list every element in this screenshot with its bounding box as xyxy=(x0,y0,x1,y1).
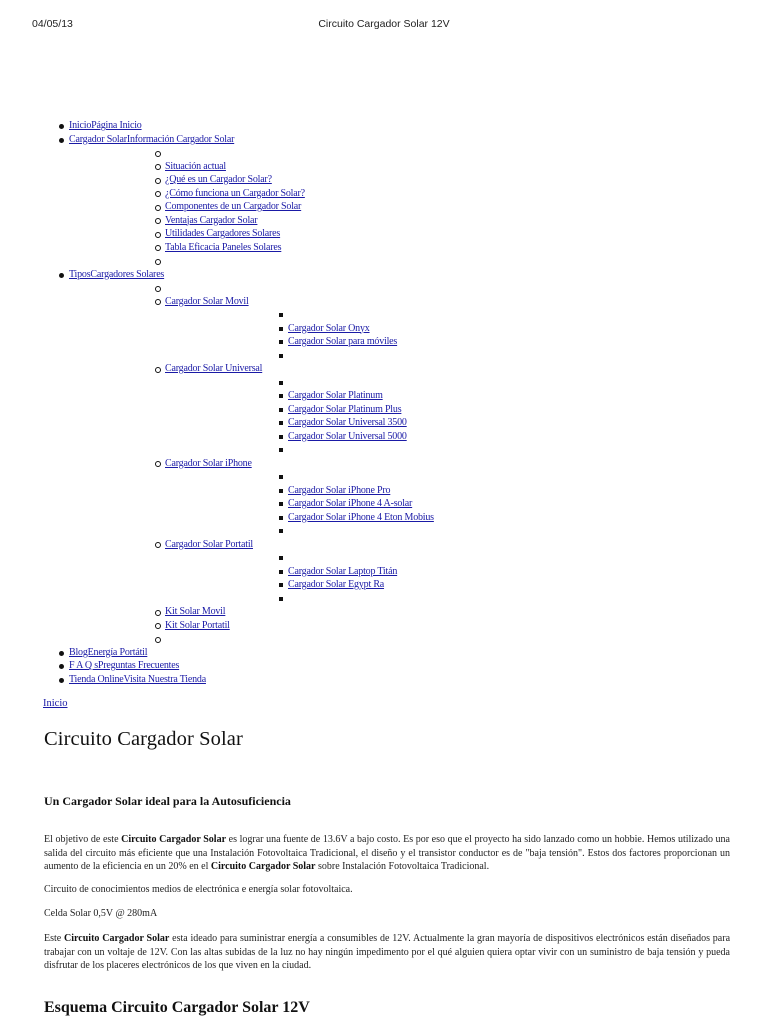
nav-empty-item xyxy=(69,281,768,295)
breadcrumb-link-inicio[interactable]: Inicio xyxy=(43,698,68,709)
nav-link-tipos[interactable]: TiposCargadores Solares xyxy=(69,268,165,280)
nav-subitem xyxy=(69,241,768,255)
nav-subsubitem xyxy=(165,322,768,336)
nav-link-portatil[interactable]: Cargador Solar Portatil xyxy=(165,538,253,550)
nav-link-egypt-ra[interactable]: Cargador Solar Egypt Ra xyxy=(288,579,385,590)
nav-item-blog xyxy=(0,646,768,660)
nav-link-iphone-4-eton[interactable]: Cargador Solar iPhone 4 Eton Mobius xyxy=(288,511,434,523)
nav-link-iphone-pro[interactable]: Cargador Solar iPhone Pro xyxy=(288,484,391,496)
nav-subitem-portatil xyxy=(69,538,768,606)
nav-subitem-movil xyxy=(69,295,768,363)
nav-link-kit-movil[interactable]: Kit Solar Movil xyxy=(165,606,226,617)
nav-subitem xyxy=(69,214,768,228)
text-run: Este xyxy=(44,933,65,944)
page-title: Circuito Cargador Solar xyxy=(44,728,243,750)
nav-subitem xyxy=(69,173,768,187)
nav-link-universal[interactable]: Cargador Solar Universal xyxy=(165,363,263,374)
nav-link-iphone[interactable]: Cargador Solar iPhone xyxy=(165,457,252,469)
text-run: esta ideado para suministrar energía a consumibles de 12V. Actualmente la gran mayoría de dispositivos electrónicos están diseñados para trabajar con un voltaje de 12V. Con las altas subidas de la luz no hay ningún impedimento por el qué alguien quiera optar vivir con un suministro de baja tensión y pueda disfrutar de los placeres electrónicos de los que viven en la ciudad. xyxy=(44,933,731,971)
nav-link-para-moviles[interactable]: Cargador Solar para móviles xyxy=(288,336,398,347)
nav-subsubitem xyxy=(165,430,768,444)
nav-empty-item xyxy=(69,254,768,268)
nav-link-tienda[interactable]: Tienda OnlineVisita Nuestra Tienda xyxy=(69,673,206,685)
nav-link-como-funciona[interactable]: ¿Cómo funciona un Cargador Solar? xyxy=(165,187,305,199)
bold-keyword: Circuito Cargador Solar xyxy=(121,834,227,845)
text-run: El objetivo de este xyxy=(44,834,122,845)
nav-link-kit-portatil[interactable]: Kit Solar Portatil xyxy=(165,619,230,631)
nav-submenu-info xyxy=(69,146,768,268)
nav-link-faq[interactable]: F A Q sPreguntas Frecuentes xyxy=(69,660,180,671)
breadcrumb xyxy=(43,698,68,709)
nav-empty-item xyxy=(165,376,768,390)
bold-keyword: Circuito Cargador Solar xyxy=(64,933,170,944)
nav-subitem xyxy=(69,160,768,174)
nav-empty-item xyxy=(165,443,768,457)
print-date: 04/05/13 xyxy=(32,18,73,30)
text-run: es lograr una fuente de 13.6V a bajo costo. Es por eso que el proyecto ha sido lanzado como un hobbie. Hemos utilizado una salida del circuito más eficiente que una Instalación Fotovoltaica Tradicional, el diseño y el transistor conductor es de "baja tensión". Estos dos factores proporcionan un aumento de la eficiencia en un 20% en el xyxy=(44,834,730,872)
article-subtitle: Un Cargador Solar ideal para la Autosuficiencia xyxy=(44,794,291,808)
nav-link-cargador-solar[interactable]: Cargador SolarInformación Cargador Solar xyxy=(69,133,235,145)
nav-empty-item xyxy=(69,632,768,646)
nav-item-inicio xyxy=(0,119,768,133)
nav-link-utilidades[interactable]: Utilidades Cargadores Solares xyxy=(165,228,281,239)
nav-subsubitem xyxy=(165,497,768,511)
nav-item-faq xyxy=(0,659,768,673)
nav-link-inicio[interactable]: InicioPágina Inicio xyxy=(69,120,142,131)
nav-subsubitem xyxy=(165,565,768,579)
nav-empty-item xyxy=(165,308,768,322)
nav-link-componentes[interactable]: Componentes de un Cargador Solar xyxy=(165,201,302,212)
nav-subsubitem xyxy=(165,511,768,525)
print-title: Circuito Cargador Solar 12V xyxy=(318,18,450,30)
nav-subsubitem xyxy=(165,416,768,430)
nav-subsubitem xyxy=(165,335,768,349)
nav-submenu-iphone xyxy=(165,470,768,538)
description-paragraph xyxy=(44,932,730,973)
nav-empty-item xyxy=(69,146,768,160)
nav-subitem xyxy=(69,227,768,241)
nav-subitem-iphone xyxy=(69,457,768,538)
nav-link-ventajas[interactable]: Ventajas Cargador Solar xyxy=(165,214,258,226)
nav-link-iphone-4-asolar[interactable]: Cargador Solar iPhone 4 A-solar xyxy=(288,498,413,509)
nav-link-laptop-titan[interactable]: Cargador Solar Laptop Titán xyxy=(288,565,398,577)
print-header xyxy=(0,18,768,32)
knowledge-paragraph: Circuito de conocimientos medios de electrónica e energía solar fotovoltaica. xyxy=(44,884,353,895)
nav-subsubitem xyxy=(165,389,768,403)
bold-keyword: Circuito Cargador Solar xyxy=(210,861,316,872)
nav-link-universal-3500[interactable]: Cargador Solar Universal 3500 xyxy=(288,417,407,428)
nav-link-tabla-eficacia[interactable]: Tabla Eficacia Paneles Solares xyxy=(165,241,282,253)
nav-empty-item xyxy=(165,592,768,606)
nav-subitem xyxy=(69,605,768,619)
nav-subitem xyxy=(69,200,768,214)
nav-subitem xyxy=(69,619,768,633)
nav-submenu-portatil xyxy=(165,551,768,605)
text-run: sobre Instalación Fotovoltaica Tradicional. xyxy=(315,861,490,872)
nav-item-tienda xyxy=(0,673,768,687)
nav-link-platinum-plus[interactable]: Cargador Solar Platinum Plus xyxy=(288,403,402,415)
nav-empty-item xyxy=(165,524,768,538)
intro-paragraph xyxy=(44,833,730,874)
nav-submenu-universal xyxy=(165,376,768,457)
nav-subitem xyxy=(69,187,768,201)
nav-link-blog[interactable]: BlogEnergía Portátil xyxy=(69,646,148,658)
nav-empty-item xyxy=(165,470,768,484)
nav-item-tipos xyxy=(0,268,768,646)
nav-item-cargador-solar xyxy=(0,133,768,268)
nav-subitem-universal xyxy=(69,362,768,457)
nav-subsubitem xyxy=(165,578,768,592)
nav-submenu-tipos xyxy=(69,281,768,646)
nav-link-que-es[interactable]: ¿Qué es un Cargador Solar? xyxy=(165,174,272,185)
nav-list xyxy=(0,119,768,686)
solar-cell-spec: Celda Solar 0,5V @ 280mA xyxy=(44,908,158,919)
main-navigation xyxy=(0,119,768,686)
nav-submenu-movil xyxy=(165,308,768,362)
nav-subsubitem xyxy=(165,403,768,417)
nav-link-platinum[interactable]: Cargador Solar Platinum xyxy=(288,390,383,401)
nav-link-universal-5000[interactable]: Cargador Solar Universal 5000 xyxy=(288,430,407,442)
nav-link-movil[interactable]: Cargador Solar Movil xyxy=(165,295,249,307)
nav-link-situacion[interactable]: Situación actual xyxy=(165,160,226,172)
nav-empty-item xyxy=(165,551,768,565)
nav-link-onyx[interactable]: Cargador Solar Onyx xyxy=(288,322,370,334)
nav-subsubitem xyxy=(165,484,768,498)
nav-empty-item xyxy=(165,349,768,363)
section-title: Esquema Circuito Cargador Solar 12V xyxy=(44,999,310,1016)
